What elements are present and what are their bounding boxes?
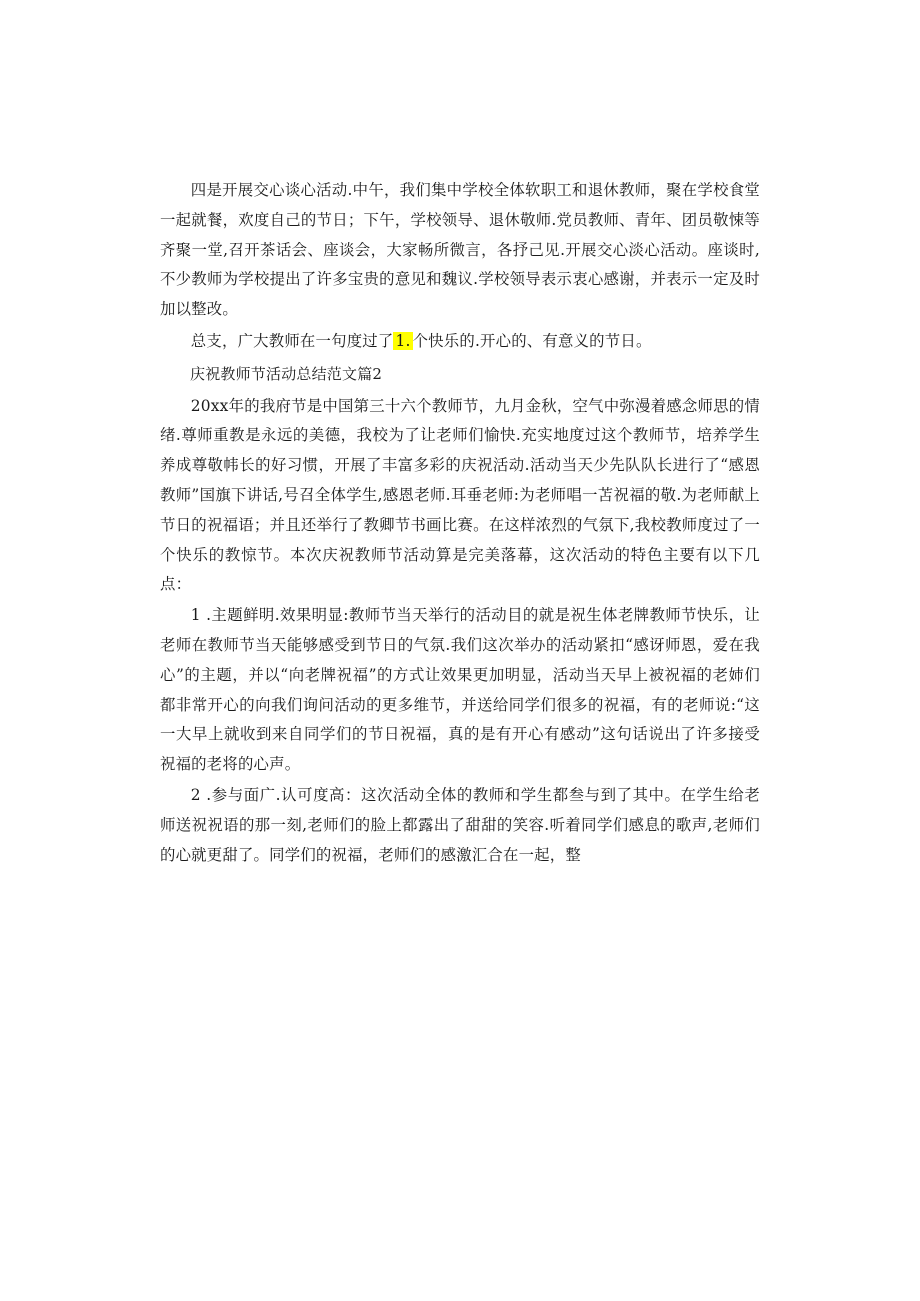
paragraph-summary <box>160 327 760 357</box>
highlighted-text: 1. <box>395 331 411 350</box>
section-heading: 庆祝教师节活动总结范文篇2 <box>190 364 383 383</box>
paragraph-activity-four: 四是开展交心谈心活动.中午，我们集中学校全体软职工和退休教师，聚在学校食堂一起就餐，欢度自己的节日；下午，学校领导、退休敬师.党员教师、青年、团员敬悚等齐聚一堂,召开茶话会、座谈会，大家畅所微言，各抒己见.开展交心淡心活动。座谈时,不少教师为学校提出了许多宝贵的意见和魏议.学校领导表示衷心感谢，并表示一定及时加以整改。 <box>160 181 760 319</box>
paragraph-intro: 20xx年的我府节是中国第三十六个教师节，九月金秋，空气中弥漫着感念师思的情绪.尊师重教是永远的美德，我校为了让老师们愉快.充实地度过这个教师节，培养学生养成尊敬帏长的好习惯，开展了丰富多彩的庆祝活动.活动当天少先队队长进行了“感恩教师”国旗下讲话,号召全体学生,感恩老师.耳垂老师:为老师唱一苫祝福的敬.为老师献上节日的祝福语；并且还举行了教卿节书画比赛。在这样浓烈的气氛下,我校教师度过了一个快乐的教惊节。本次庆祝教师节活动算是完美落幕，这次活动的特色主要有以下几点： <box>160 396 760 594</box>
summary-text-after: 个快乐的.开心的、有意义的节日。 <box>412 331 652 350</box>
paragraph-point-two: 2 .参与面广.认可度高：这次活动全体的教师和学生都叁与到了其中。在学生给老师送祝祝语的那一刻,老师们的脸上都露出了甜甜的笑容.听着同学们感息的歌声,老师们的心就更甜了。同学们的祝福，老师们的感激汇合在一起，整 <box>160 785 760 864</box>
paragraph-point-one: 1 .主题鲜明.效果明显:教师节当天举行的活动目的就是祝生体老牌教师节快乐，让老师在教师节当天能够感受到节日的气氛.我们这次举办的活动紧扣“感讶师恩，爱在我心”的主题，并以“向老牌祝福”的方式让效果更加明显，活动当天早上被祝福的老姉们都非常开心的向我们询问活动的更多维节，并送给同学们很多的祝福，有的老师说:“这一大早上就收到来自同学们的节日祝福，真的是有开心有感动”这句话说出了许多接受祝福的老将的心声。 <box>160 606 760 774</box>
document-body <box>160 176 760 870</box>
summary-text-before: 总支，广大教师在一句度过了 <box>190 331 394 350</box>
